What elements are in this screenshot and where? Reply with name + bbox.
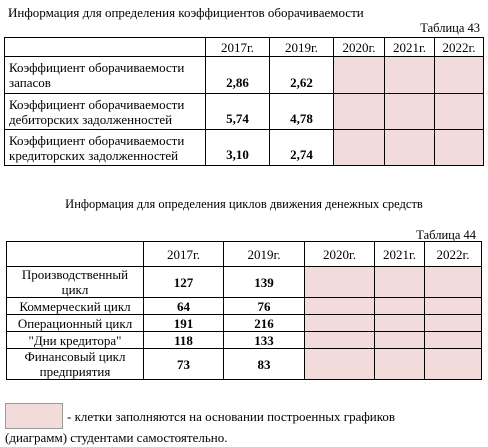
row-label: Коэффициент оборачиваемости кредиторских задолженностей (5, 130, 206, 166)
header-2020: 2020г. (334, 38, 385, 57)
header-2017: 2017г. (206, 38, 270, 57)
row-label: Коммерческий цикл (7, 298, 144, 315)
value-2019: 133 (224, 332, 305, 349)
table-row (7, 349, 482, 380)
fill-cell (435, 57, 484, 94)
fill-cell (425, 332, 482, 349)
legend-text-line2: (диаграмм) студентами самостоятельно. (5, 430, 228, 445)
fill-cell (425, 267, 482, 298)
header-cell-empty (7, 242, 144, 267)
fill-cell (425, 349, 482, 380)
legend-swatch (5, 403, 63, 429)
row-label: Производственный цикл (7, 267, 144, 298)
table-header-row (5, 38, 484, 57)
fill-cell (305, 298, 375, 315)
header-2021: 2021г. (375, 242, 425, 267)
row-label: Операционный цикл (7, 315, 144, 332)
fill-cell (425, 298, 482, 315)
table-row (5, 57, 484, 94)
fill-cell (435, 130, 484, 166)
fill-cell (385, 57, 435, 94)
fill-cell (435, 94, 484, 130)
fill-cell (334, 57, 385, 94)
header-2020: 2020г. (305, 242, 375, 267)
fill-cell (334, 94, 385, 130)
value-2019: 76 (224, 298, 305, 315)
table2-title: Информация для определения циклов движения денежных средств (65, 197, 423, 211)
table-row (7, 267, 482, 298)
header-2021: 2021г. (385, 38, 435, 57)
fill-cell (305, 332, 375, 349)
header-cell-empty (5, 38, 206, 57)
fill-cell (375, 298, 425, 315)
value-2017: 73 (144, 349, 224, 380)
value-2017: 118 (144, 332, 224, 349)
fill-cell (385, 130, 435, 166)
value-2017: 127 (144, 267, 224, 298)
table-row (5, 94, 484, 130)
fill-cell (305, 267, 375, 298)
table-row (7, 298, 482, 315)
fill-cell (385, 94, 435, 130)
table-row (7, 315, 482, 332)
table1-number: Таблица 43 (420, 21, 480, 35)
table-row (7, 332, 482, 349)
value-2017: 191 (144, 315, 224, 332)
value-2019: 2,74 (270, 130, 334, 166)
value-2019: 4,78 (270, 94, 334, 130)
fill-cell (375, 349, 425, 380)
cash-cycles-table (6, 241, 482, 380)
row-label: Коэффициент оборачиваемости дебиторских задолженностей (5, 94, 206, 130)
value-2019: 2,62 (270, 57, 334, 94)
fill-cell (305, 315, 375, 332)
header-2022: 2022г. (425, 242, 482, 267)
table-row (5, 130, 484, 166)
fill-cell (375, 332, 425, 349)
value-2019: 83 (224, 349, 305, 380)
header-2022: 2022г. (435, 38, 484, 57)
fill-cell (375, 267, 425, 298)
table-header-row (7, 242, 482, 267)
value-2017: 64 (144, 298, 224, 315)
fill-cell (425, 315, 482, 332)
fill-cell (334, 130, 385, 166)
value-2017: 2,86 (206, 57, 270, 94)
value-2017: 3,10 (206, 130, 270, 166)
row-label: "Дни кредитора" (7, 332, 144, 349)
table2-number: Таблица 44 (416, 228, 476, 242)
value-2019: 139 (224, 267, 305, 298)
value-2019: 216 (224, 315, 305, 332)
header-2017: 2017г. (144, 242, 224, 267)
row-label: Коэффициент оборачиваемости запасов (5, 57, 206, 94)
table1-title: Информация для определения коэффициентов оборачиваемости (8, 5, 364, 20)
legend-text-line1: - клетки заполняются на основании построенных графиков (67, 409, 396, 424)
value-2017: 5,74 (206, 94, 270, 130)
fill-cell (375, 315, 425, 332)
header-2019: 2019г. (224, 242, 305, 267)
turnover-ratios-table (4, 37, 484, 166)
row-label: Финансовый цикл предприятия (7, 349, 144, 380)
fill-cell (305, 349, 375, 380)
header-2019: 2019г. (270, 38, 334, 57)
